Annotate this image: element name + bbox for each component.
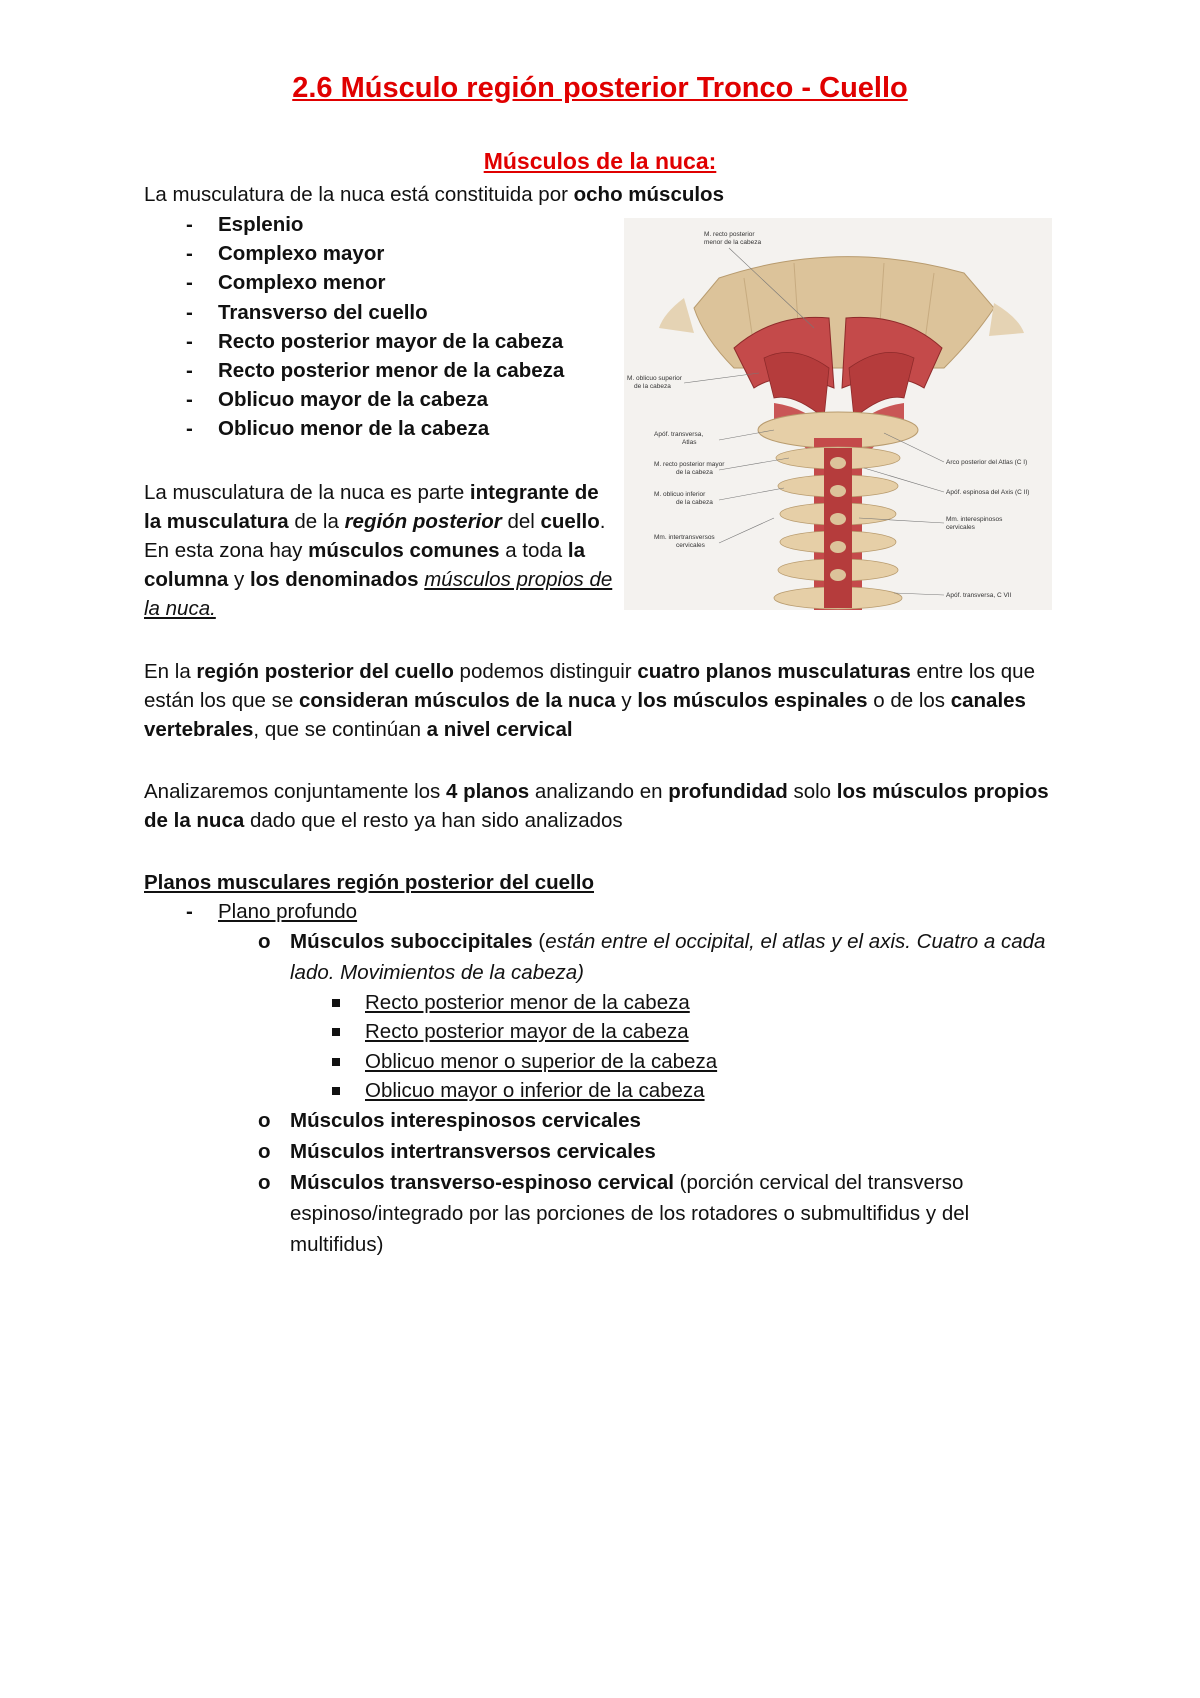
list-item: - Esplenio <box>186 210 564 239</box>
figure-label: de la cabeza <box>676 469 713 476</box>
paragraph-nuca: La musculatura de la nuca es parte integrante de la musculatura de la región posterior del cuello. En esta zona hay músculos comunes a toda la columna y los denominados músculos propios de la nuca. <box>144 481 613 620</box>
figure-label: M. oblicuo inferior <box>654 491 706 498</box>
suboccipitales-item: o Músculos suboccipitales (están entre el occipital, el atlas y el axis. Cuatro a cada lado. Movimientos de la cabeza) <box>258 926 1060 988</box>
figure-label: M. recto posterior mayor <box>654 461 725 468</box>
figure-label: Apóf. transversa, C VII <box>946 592 1012 599</box>
muscle-list <box>186 210 564 444</box>
figure-label: menor de la cabeza <box>704 239 762 246</box>
figure-label: cervicales <box>676 542 705 549</box>
figure-label: de la cabeza <box>634 383 671 390</box>
section-heading-planos: Planos musculares región posterior del cuello <box>144 871 594 894</box>
list-item: - Complexo menor <box>186 268 564 297</box>
sub-list-item: Recto posterior menor de la cabeza <box>330 988 690 1017</box>
sub-list-item: Oblicuo menor o superior de la cabeza <box>330 1047 717 1076</box>
figure-label: de la cabeza <box>676 499 713 506</box>
figure-label: M. oblicuo superior <box>627 375 682 382</box>
interespinosos-item: o Músculos interespinosos cervicales <box>258 1105 1060 1136</box>
figure-label: Apóf. espinosa del Axis (C II) <box>946 489 1030 496</box>
list-item: - Recto posterior mayor de la cabeza <box>186 327 564 356</box>
paragraph-analisis: Analizaremos conjuntamente los 4 planos analizando en profundidad solo los músculos propios de la nuca dado que el resto ya han sido analizados <box>144 780 1049 832</box>
figure-label: Arco posterior del Atlas (C I) <box>946 459 1028 466</box>
list-item: - Transverso del cuello <box>186 298 564 327</box>
intertransversos-item: o Músculos intertransversos cervicales <box>258 1136 1060 1167</box>
page-title: 2.6 Músculo región posterior Tronco - Cuello <box>292 72 908 104</box>
intro-paragraph: La musculatura de la nuca está constituida por ocho músculos <box>144 183 724 206</box>
figure-label: Mm. interespinosos <box>946 516 1003 523</box>
plano-profundo-item: - Plano profundo <box>186 897 357 926</box>
list-item: - Recto posterior menor de la cabeza <box>186 356 564 385</box>
paragraph-planos: En la región posterior del cuello podemos distinguir cuatro planos musculaturas entre los que están los que se consideran músculos de la nuca y los músculos espinales o de los canales vertebrales, que se continúan a nivel cervical <box>144 660 1035 741</box>
list-item: - Oblicuo menor de la cabeza <box>186 414 564 443</box>
sub-list-item: Recto posterior mayor de la cabeza <box>330 1017 689 1046</box>
figure-label: Mm. intertransversos <box>654 534 715 541</box>
list-item: - Complexo mayor <box>186 239 564 268</box>
anatomy-illustration <box>624 218 1052 610</box>
sub-list-item: Oblicuo mayor o inferior de la cabeza <box>330 1076 705 1105</box>
figure-label: Apóf. transversa, <box>654 431 704 438</box>
section-subtitle: Músculos de la nuca: <box>483 148 717 174</box>
list-item: - Oblicuo mayor de la cabeza <box>186 385 564 414</box>
figure-label: M. recto posterior <box>704 231 755 238</box>
figure-label: cervicales <box>946 524 975 531</box>
transverso-espinoso-item: o Músculos transverso-espinoso cervical (porción cervical del transverso espinoso/integrado por las porciones de los rotadores o submultifidus y del multifidus) <box>258 1167 1060 1260</box>
figure-label: Atlas <box>682 439 697 446</box>
